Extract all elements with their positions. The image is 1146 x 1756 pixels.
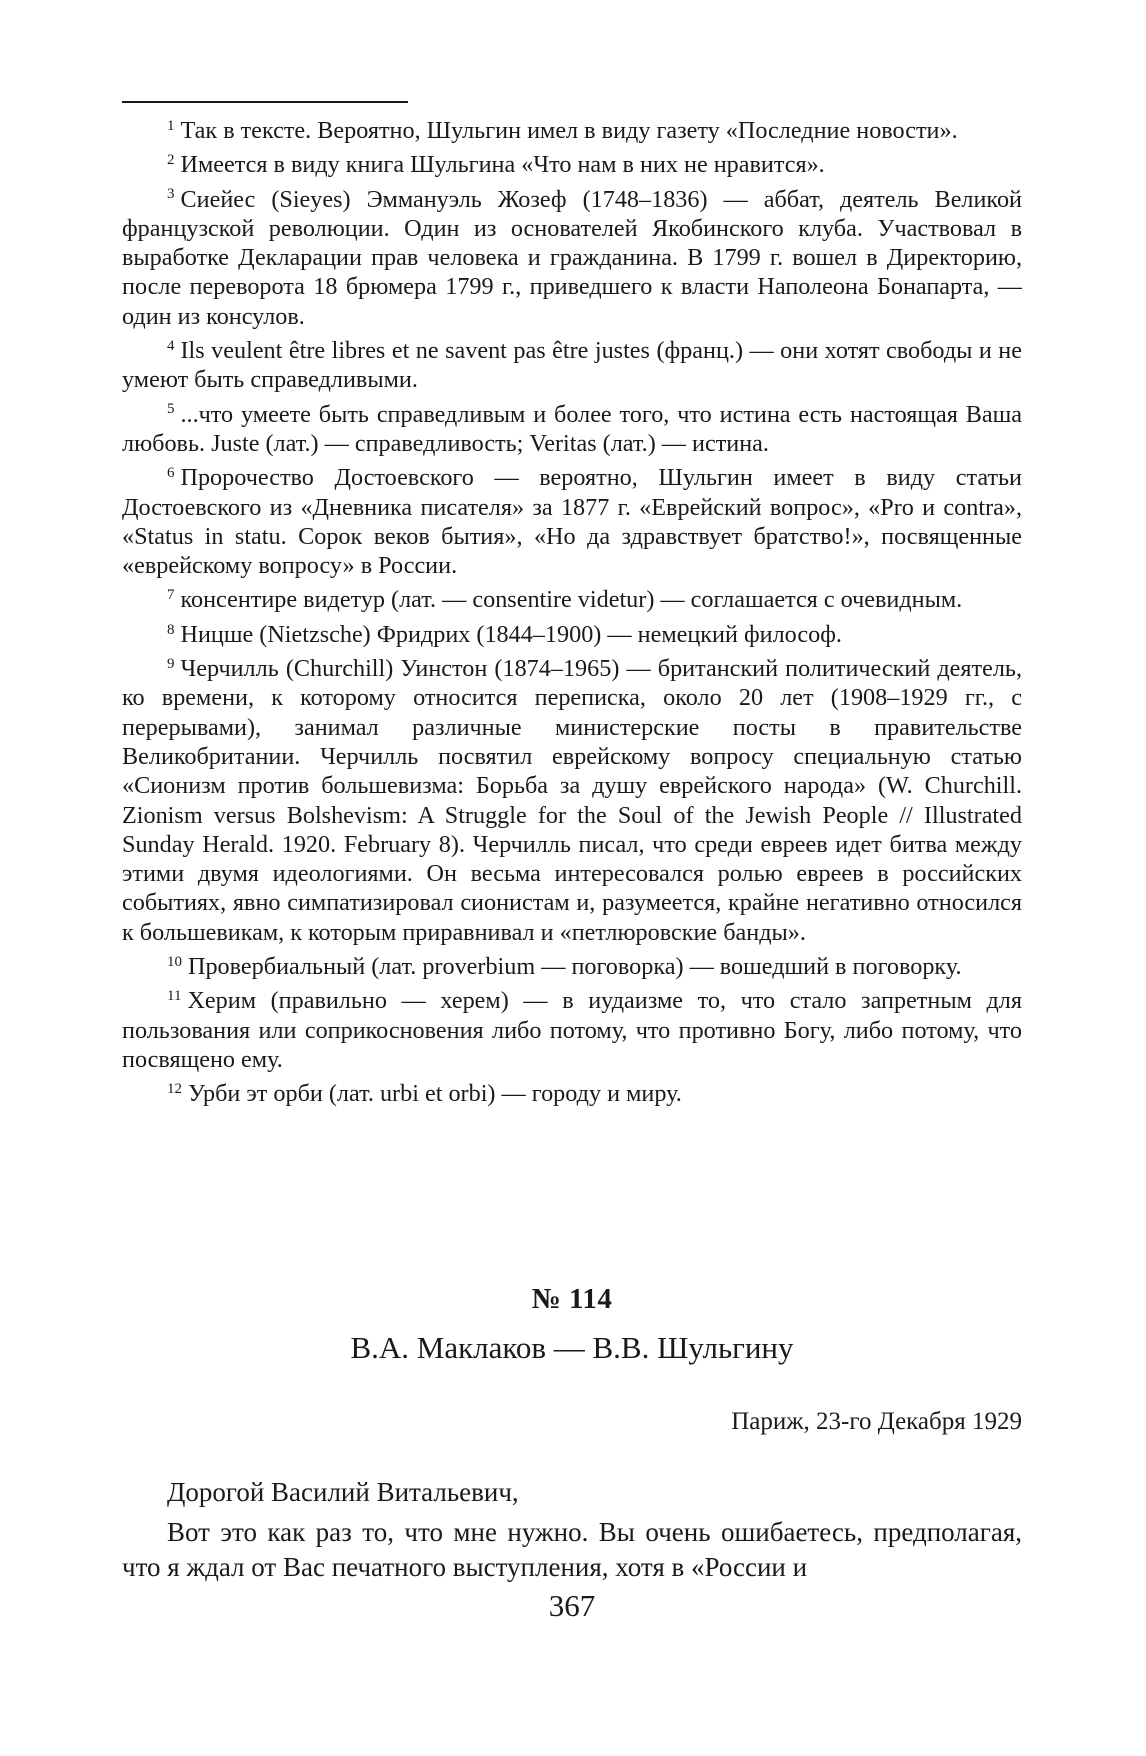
- footnote: [122, 116, 1022, 145]
- footnote-marker: 9: [167, 655, 175, 672]
- footnote-marker: 2: [167, 152, 175, 169]
- footnote-marker: 10: [167, 953, 182, 970]
- document-heading: В.А. Маклаков — В.В. Шульгину: [350, 1330, 794, 1365]
- footnote: [122, 585, 1022, 614]
- footnote: [122, 150, 1022, 179]
- footnote-marker: 3: [167, 186, 175, 203]
- footnote: [122, 654, 1022, 947]
- footnote-marker: 8: [167, 621, 175, 638]
- footnote: [122, 952, 1022, 981]
- footnote: [122, 185, 1022, 331]
- footnote-text: Сиейес (Sieyes) Эммануэль Жозеф (1748–1836) — аббат, деятель Великой французской революции. Один из основателей Якобинского клуба. Участвовал в выработке Декларации прав человека и гражданина. В 1799 г. вошел в Директорию, после переворота 18 брюмера 1799 г., приведшего к власти Наполеона Бонапарта, — один из консулов.: [122, 185, 1022, 330]
- footnote-text: ...что умеете быть справедливым и более того, что истина есть настоящая Ваша любовь. Juste (лат.) — справедливость; Veritas (лат.) — истина.: [122, 400, 1022, 457]
- footnote-marker: 1: [167, 117, 175, 134]
- footnote-separator: [122, 101, 408, 103]
- footnote-text: Провербиальный (лат. proverbium — поговорка) — вошедший в поговорку.: [188, 953, 962, 981]
- footnote: [122, 620, 1022, 649]
- footnote-marker: 11: [167, 988, 182, 1005]
- footnote-text: Урби эт орби (лат. urbi et orbi) — городу и миру.: [188, 1080, 682, 1108]
- footnote: [122, 400, 1022, 459]
- footnote: [122, 986, 1022, 1074]
- letter-body: [122, 1475, 1022, 1590]
- footnote: [122, 463, 1022, 580]
- footnote-text: Имеется в виду книга Шульгина «Что нам в них не нравится».: [180, 151, 825, 179]
- footnote-marker: 12: [167, 1080, 182, 1097]
- footnote-marker: 6: [167, 465, 175, 482]
- footnote-text: консентире видетур (лат. — consentire videtur) — соглашается с очевидным.: [180, 586, 963, 614]
- book-page: [122, 0, 1022, 1756]
- footnote-text: Херим (правильно — херем) — в иудаизме то, что стало запретным для пользования или соприкосновения либо потому, что противно Богу, либо потому, что посвящено ему.: [122, 987, 1022, 1073]
- letter-paragraph: Вот это как раз то, что мне нужно. Вы очень ошибаетесь, предполагая, что я ждал от Вас печатного выступления, хотя в «России и: [122, 1517, 1022, 1582]
- page-number: 367: [548, 1588, 596, 1623]
- footnote-marker: 5: [167, 401, 175, 418]
- footnote-text: Черчилль (Churchill) Уинстон (1874–1965) — британский политический деятель, ко времени, к которому относится переписка, около 20 лет (1908–1929 гг., с перерывами), занимал различные министерские посты в правительстве Великобритании. Черчилль посвятил еврейскому вопросу специальную статью «Сионизм против большевизма: Борьба за душу еврейского народа» (W. Churchill. Zionism versus Bolshevism: A Struggle for the Soul of the Jewish People // Illustrated Sunday Herald. 1920. February 8). Черчилль писал, что среди евреев идет битва между этими двумя идеологиями. Он весьма интересовался ролью евреев в российских событиях, явно симпатизировал сионистам и, разумеется, крайне негативно относился к большевикам, к которым приравнивал и «петлюровские банды».: [122, 655, 1022, 946]
- footnotes-section: [122, 116, 1022, 1114]
- footnote-marker: 4: [167, 337, 175, 354]
- footnote-text: Ницше (Nietzsche) Фридрих (1844–1900) — немецкий философ.: [180, 620, 842, 648]
- document-number: № 114: [531, 1283, 613, 1315]
- footnote-marker: 7: [167, 587, 175, 604]
- footnote-text: Пророчество Достоевского — вероятно, Шульгин имеет в виду статьи Достоевского из «Дневника писателя» за 1877 г. «Еврейский вопрос», «Pro и contra», «Status in statu. Сорок веков бытия», «Но да здравствует братство!», посвященные «еврейскому вопросу» в России.: [122, 464, 1022, 580]
- footnote: [122, 336, 1022, 395]
- letter-salutation: Дорогой Василий Витальевич,: [167, 1477, 519, 1507]
- footnote: [122, 1079, 1022, 1108]
- footnote-text: Так в тексте. Вероятно, Шульгин имел в виду газету «Последние новости».: [180, 117, 958, 144]
- footnote-text: Ils veulent être libres et ne savent pas être justes (франц.) — они хотят свободы и не умеют быть справедливыми.: [122, 337, 1022, 394]
- document-dateline: Париж, 23-го Декабря 1929: [731, 1408, 1022, 1435]
